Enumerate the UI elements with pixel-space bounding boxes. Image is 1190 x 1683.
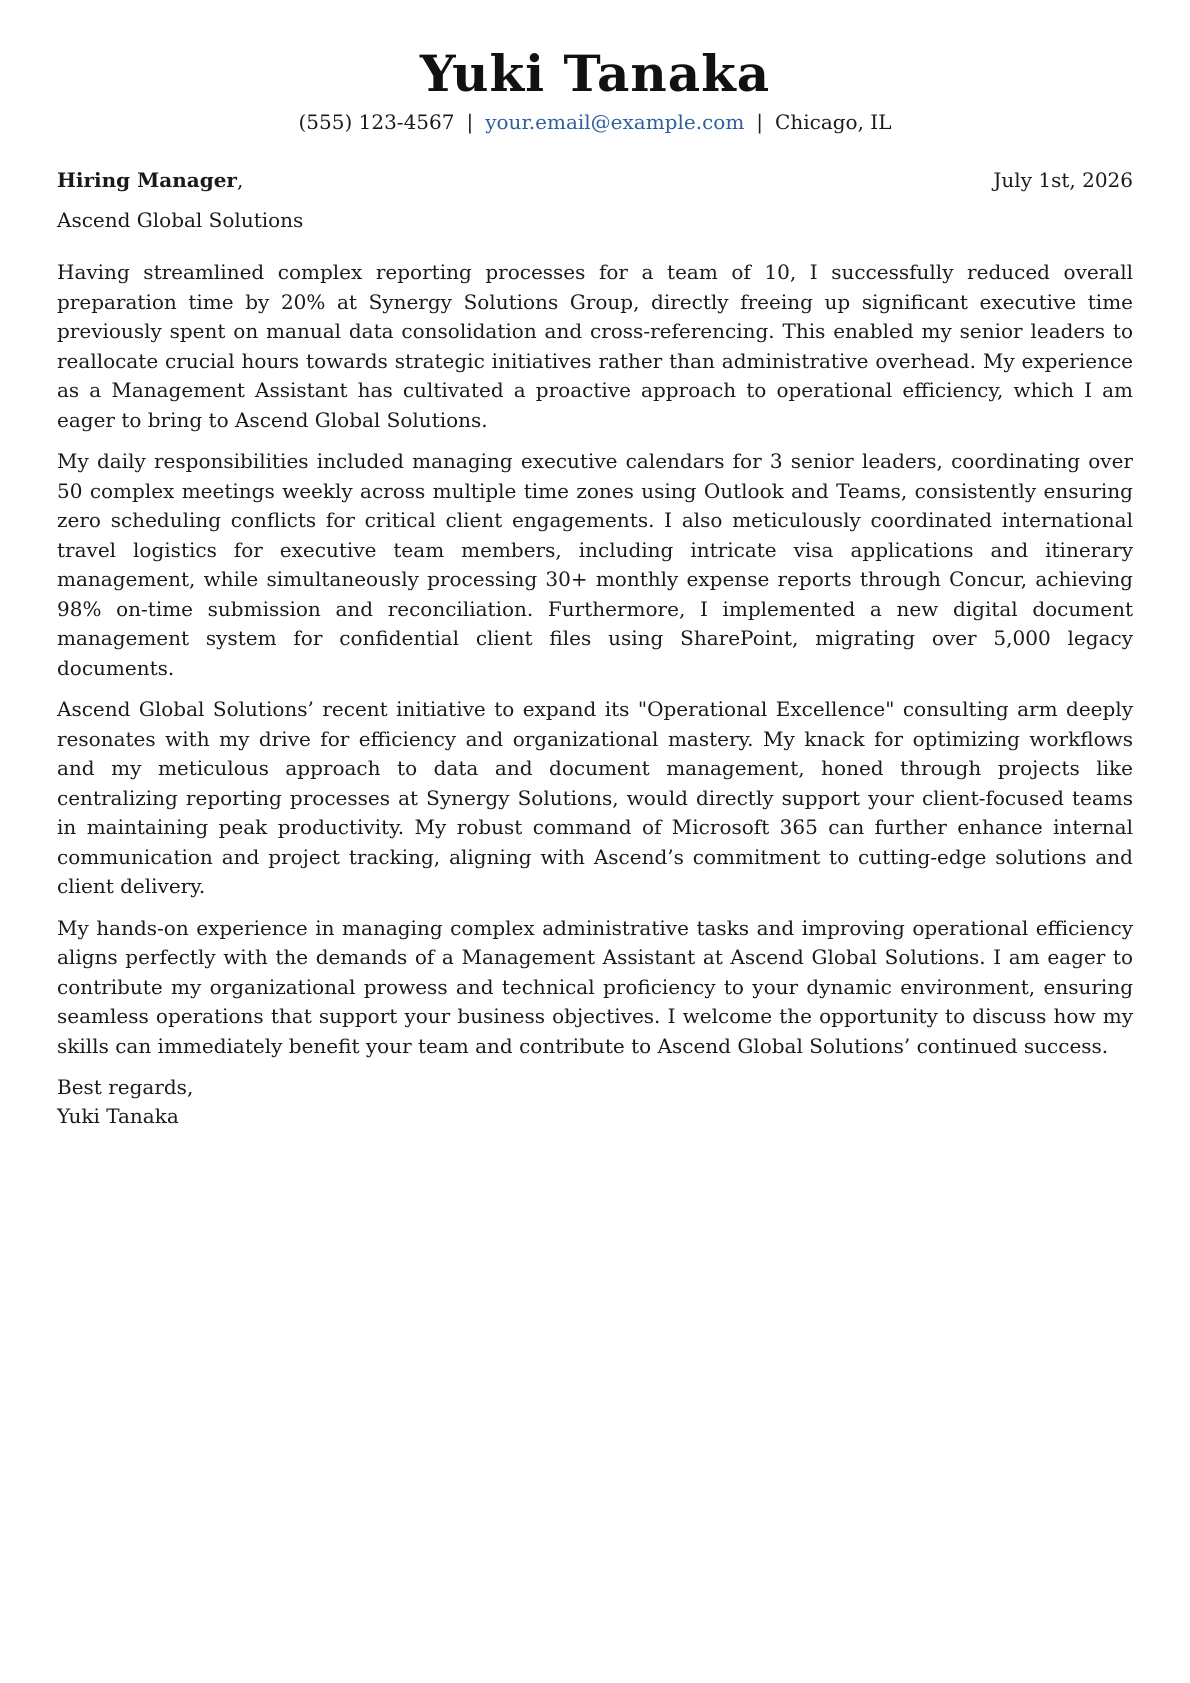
recipient-comma: , [236, 168, 244, 192]
email-link[interactable]: your.email@example.com [485, 110, 745, 134]
body-paragraph: My daily responsibilities included managing executive calendars for 3 senior leaders, coordinating over 50 complex meetings weekly across multiple time zones using Outlook and Teams, consistently ensuring zero scheduling conflicts for critical client engagements. I also meticulously coordinated international travel logistics for executive team members, including intricate visa applications and itinerary management, while simultaneously processing 30+ monthly expense reports through Concur, achieving 98% on-time submission and reconciliation. Furthermore, I implemented a new digital document management system for confidential client files using SharePoint, migrating over 5,000 legacy documents. [57, 449, 1133, 680]
signature-name: Yuki Tanaka [57, 1104, 179, 1128]
closing-phrase: Best regards, [57, 1075, 194, 1099]
recipient-date-row [57, 166, 1133, 194]
contact-separator: | [756, 110, 764, 134]
body-paragraph: Having streamlined complex reporting processes for a team of 10, I successfully reduced overall preparation time by 20% at Synergy Solutions Group, directly freeing up significant executive time previously spent on manual data consolidation and cross-referencing. This enabled my senior leaders to reallocate crucial hours towards strategic initiatives rather than administrative overhead. My experience as a Management Assistant has cultivated a proactive approach to operational efficiency, which I am eager to bring to Ascend Global Solutions. [57, 260, 1133, 432]
recipient-name: Hiring Manager [57, 168, 237, 192]
letter-closing [57, 1073, 1133, 1131]
phone-number: (555) 123-4567 [298, 110, 455, 134]
contact-line [57, 108, 1133, 136]
contact-separator: | [466, 110, 474, 134]
recipient-line [57, 166, 243, 194]
letter-body [57, 258, 1133, 1061]
applicant-name: Yuki Tanaka [419, 44, 771, 103]
body-paragraph: Ascend Global Solutions’ recent initiative to expand its "Operational Excellence" consulting arm deeply resonates with my drive for efficiency and organizational mastery. My knack for optimizing workflows and my meticulous approach to data and document management, honed through projects like centralizing reporting processes at Synergy Solutions, would directly support your client-focused teams in maintaining peak productivity. My robust command of Microsoft 365 can further enhance internal communication and project tracking, aligning with Ascend’s commitment to cutting-edge solutions and client delivery. [57, 697, 1133, 898]
company-name: Ascend Global Solutions [57, 208, 304, 232]
location: Chicago, IL [775, 110, 892, 134]
body-paragraph: My hands-on experience in managing complex administrative tasks and improving operational efficiency aligns perfectly with the demands of a Management Assistant at Ascend Global Solutions. I am eager to contribute my organizational prowess and technical proficiency to your dynamic environment, ensuring seamless operations that support your business objectives. I welcome the opportunity to discuss how my skills can immediately benefit your team and contribute to Ascend Global Solutions’ continued success. [57, 915, 1133, 1058]
letter-date: July 1st, 2026 [993, 168, 1133, 192]
